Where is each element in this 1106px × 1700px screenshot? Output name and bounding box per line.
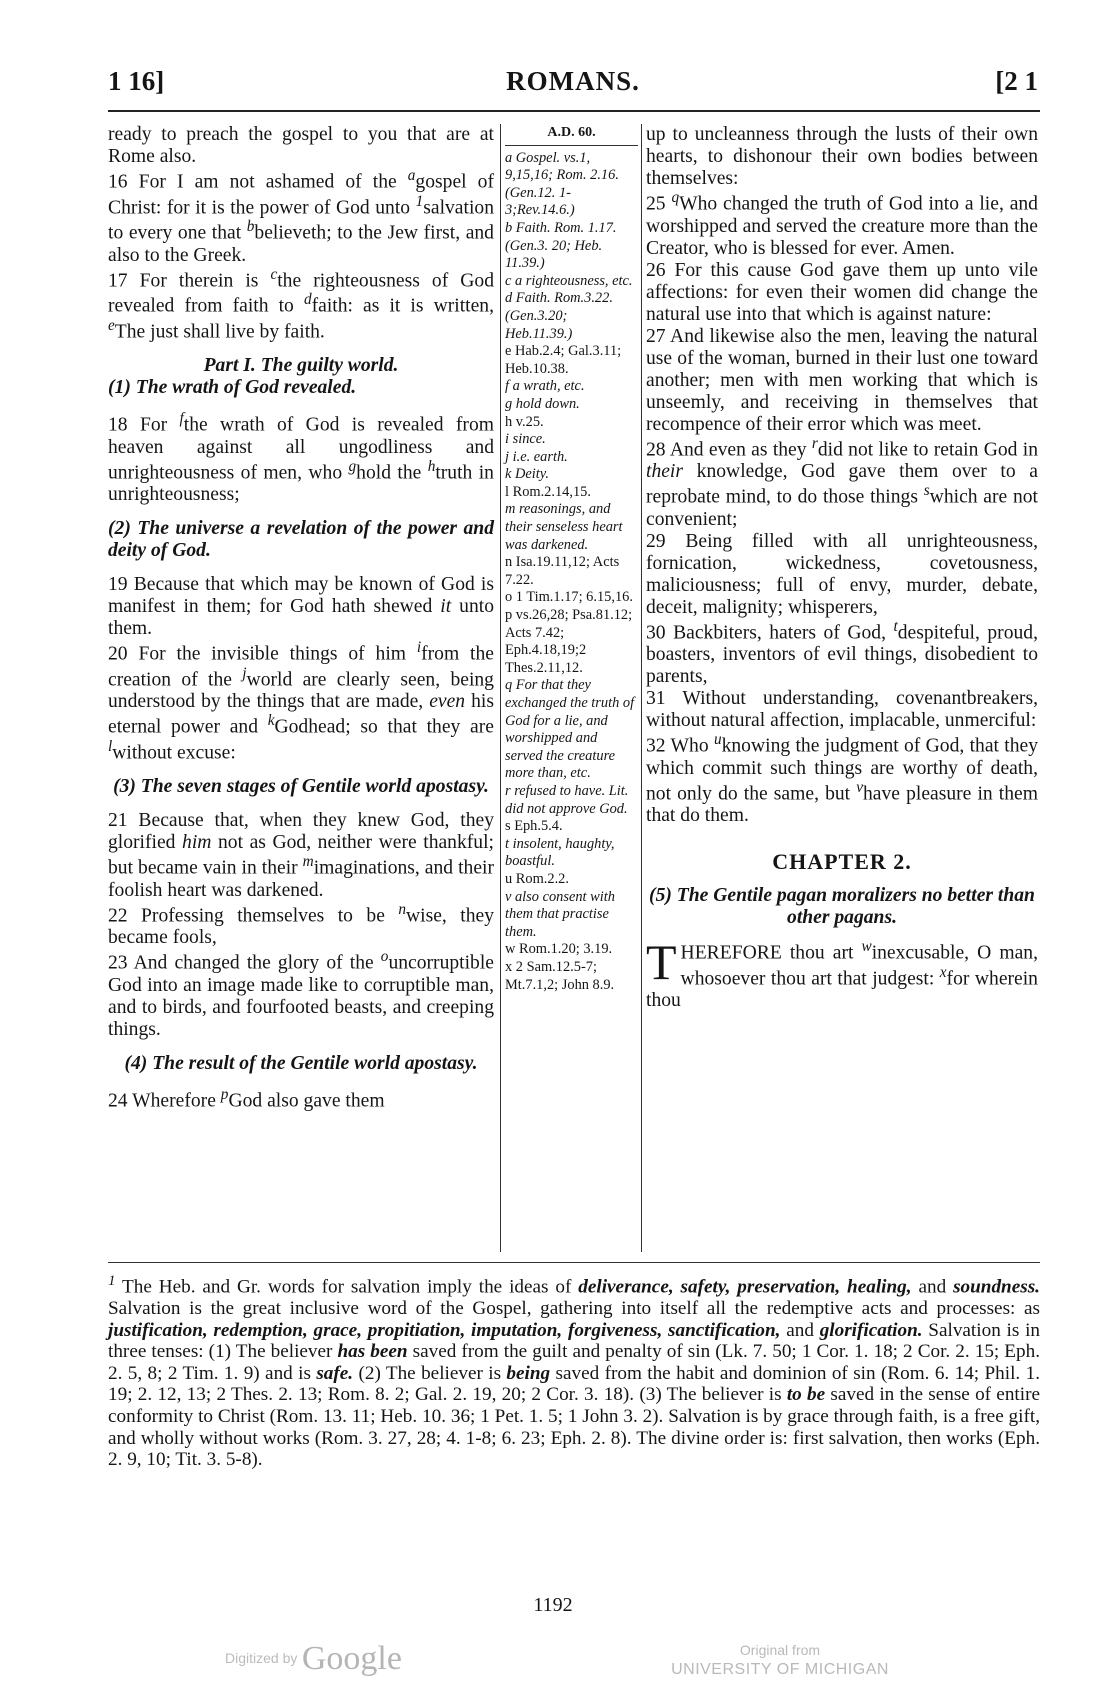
google-logo: Google [301, 1640, 402, 1677]
margin-note: h v.25. [505, 413, 544, 430]
verse-17: 17 For therein is $^c$the righteousness of God revealed from faith to $^d$faith: as it is written, $^e$The just shall live by faith. [108, 265, 494, 343]
margin-note: g hold down. [505, 395, 580, 412]
section-heading-4: (4) The result of the Gentile world apostasy. [124, 1052, 478, 1074]
section-heading-5: (5) The Gentile pagan moralizers no better than other pagans. [649, 885, 1035, 929]
verse-21: 21 Because that, when they knew God, they glorified him not as God, neither were thankful; but became vain in their $^m$imaginations, and their foolish heart was darkened. [108, 810, 494, 901]
section-heading-3: (3) The seven stages of Gentile world apostasy. [113, 776, 489, 798]
margin-note: j i.e. earth. [505, 448, 568, 465]
margin-note: a Gospel. vs.1, 9,15,16; Rom. 2.16. (Gen.12. 1-3;Rev.14.6.) [505, 149, 619, 219]
ref-mark: b [246, 218, 255, 236]
book-title: ROMANS. [506, 66, 640, 96]
margin-note: i since. [505, 431, 546, 448]
column-rule-right [641, 124, 642, 1252]
margin-note: e Hab.2.4; Gal.3.11; Heb.10.38. [505, 343, 622, 377]
margin-references [505, 124, 638, 994]
ref-mark: d [303, 291, 312, 309]
chapter-2-verse-1: THEREFORE thou art $^w$inexcusable, O man, whosoever thou art that judgest: $^x$for wherein thou [646, 934, 1038, 1012]
margin-note: d Faith. Rom.3.22. (Gen.3.20; Heb.11.39.) [505, 290, 613, 342]
ref-mark: c [270, 265, 278, 283]
margin-note: x 2 Sam.12.5-7; Mt.7.1,2; John 8.9. [505, 958, 615, 993]
ref-mark: x [939, 963, 947, 981]
drop-cap: T [646, 934, 677, 991]
ref-mark: a [407, 167, 416, 184]
original-from-label: Original from [739, 1642, 821, 1658]
ref-mark: l [108, 737, 113, 755]
ref-mark: o [380, 948, 389, 966]
margin-note: f a wrath, etc. [505, 378, 585, 395]
margin-note: k Deity. [505, 466, 549, 483]
margin-note: n Isa.19.11,12; Acts 7.22. [505, 554, 620, 588]
left-column [108, 124, 494, 1113]
verse-22: 22 Professing themselves to be $^n$wise, they became fools, [108, 900, 494, 949]
ref-mark: m [302, 853, 314, 871]
date-heading: A.D. 60. [505, 124, 638, 146]
ref-mark: h [427, 457, 436, 475]
section-heading-1: (1) The wrath of God revealed. [108, 377, 357, 399]
part-heading: Part I. The guilty world. [203, 355, 399, 377]
margin-note: t insolent, haughty, boastful. [505, 835, 615, 870]
margin-note: v also consent with them that practise them. [505, 888, 615, 940]
margin-note: p vs.26,28; Psa.81.12; Acts 7.42; Eph.4.18,19;2 Thes.2.11,12. [505, 607, 633, 676]
verse-30: 30 Backbiters, haters of God, $^t$despiteful, proud, boasters, inventors of evil things, disobedient to parents, [646, 617, 1038, 688]
chapter-heading: CHAPTER 2. [772, 849, 912, 875]
verse-27: 27 And likewise also the men, leaving the natural use of the woman, burned in their lust one toward another; men with men working that which is unseemly, and receiving in themselves that recompence of their error which was meet. [646, 325, 1038, 435]
margin-note: b Faith. Rom. 1.17. (Gen.3. 20; Heb. 11.39.) [505, 219, 617, 272]
margin-note: q For that they exchanged the truth of God for a lie, and worshipped and served the creature more than, etc. [505, 677, 635, 782]
ref-mark: p [220, 1085, 229, 1103]
ref-mark: u [713, 731, 722, 749]
verse-26: 26 For this cause God gave them up unto vile affections: for even their women did change the natural use into that which is against nature: [646, 259, 1038, 325]
ref-mark: f [179, 410, 184, 428]
margin-note: r refused to have. Lit. did not approve God. [505, 782, 629, 817]
footnote-rule [108, 1262, 1040, 1263]
ref-mark: v [856, 778, 863, 796]
ref-mark: w [861, 938, 872, 956]
margin-note: o 1 Tim.1.17; 6.15,16. [505, 589, 633, 606]
header-right: [2 1 [995, 66, 1038, 96]
ref-mark: g [348, 457, 357, 475]
verse-28: 28 And even as they $^r$did not like to retain God in their knowledge, God gave them over to a reprobate mind, to do those things $^s$which are not convenient; [646, 434, 1038, 530]
ref-mark: q [671, 189, 680, 206]
footnote-number: 1 [108, 1273, 116, 1289]
verse-18: 18 For $^f$the wrath of God is revealed from heaven against all ungodliness and unrighteousness of men, who $^g$hold the $^h$truth in unrighteousness; [108, 410, 494, 506]
ref-mark: n [398, 900, 406, 918]
margin-note: l Rom.2.14,15. [505, 483, 591, 500]
running-header [108, 66, 1038, 102]
margin-note: m reasonings, and their senseless heart was darkened. [505, 501, 623, 553]
margin-note: c a righteousness, etc. [505, 272, 633, 289]
footnote-mark: 1 [415, 192, 424, 210]
section-heading-2: (2) The universe a revelation of the power and deity of God. [108, 518, 494, 562]
verse-19: 19 Because that which may be known of God is manifest in them; for God hath shewed it unto them. [108, 574, 494, 640]
margin-notes-list [505, 150, 638, 995]
ref-mark: t [893, 617, 898, 635]
verse-25: 25 $^q$Who changed the truth of God into a lie, and worshipped and served the creature more than the Creator, who is blessed for ever. Amen. [646, 189, 1038, 259]
margin-note: s Eph.5.4. [505, 818, 563, 835]
footnote: $^1$ The Heb. and Gr. words for salvation imply the ideas of deliverance, safety, preservation, healing, and soundness. Salvation is the great inclusive word of the Gospel, gathering into itself all the redemptive acts and processes: as justification, redemption, grace, propitiation, imputation, forgiveness, sanctification, and glorification. Salvation is in three tenses: (1) The believer has been saved from the guilt and penalty of sin (Lk. 7. 50; 1 Cor. 1. 18; 2 Cor. 2. 15; Eph. 2. 5, 8; 2 Tim. 1. 9) and is safe. (2) The believer is being saved from the habit and dominion of sin (Rom. 6. 14; Phil. 1. 19; 2. 12, 13; 2 Thes. 2. 13; Rom. 8. 2; Gal. 2. 19, 20; 2 Cor. 3. 18). (3) The believer is to be saved in the sense of entire conformity to Christ (Rom. 13. 11; Heb. 10. 36; 1 Pet. 1. 5; 1 John 3. 2). Salvation is by grace through faith, is a free gift, and wholly without works (Rom. 3. 27, 28; 4. 1-8; 6. 23; Eph. 2. 8). The divine order is: first salvation, then works (Eph. 2. 9, 10; Tit. 3. 5-8). [108, 1273, 1041, 1471]
verse-23: 23 And changed the glory of the $^o$uncorruptible God into an image made like to corruptible man, and to birds, and fourfooted beasts, and creeping things. [108, 948, 494, 1040]
header-left: 1 16] [108, 66, 165, 96]
verse-31: 31 Without understanding, covenantbreakers, without natural affection, implacable, unmerciful: [646, 688, 1038, 732]
digitized-by-watermark [225, 1640, 402, 1678]
ref-mark: k [267, 712, 275, 730]
right-column [646, 124, 1038, 1012]
ref-mark: s [923, 482, 930, 500]
ref-mark: j [242, 664, 247, 682]
ref-mark: e [108, 316, 115, 334]
verse-29: 29 Being filled with all unrighteousness, fornication, wickedness, covetousness, maliciousness; full of envy, murder, debate, deceit, malignity; whisperers, [646, 530, 1038, 618]
page-number: 1192 [533, 1594, 573, 1616]
verse-24: 24 Wherefore $^p$God also gave them [108, 1085, 385, 1112]
margin-note: w Rom.1.20; 3.19. [505, 941, 613, 958]
ref-mark: i [416, 639, 422, 657]
column-rule-left [500, 124, 501, 1252]
original-from-watermark [660, 1640, 900, 1680]
digitized-by-label: Digitized by [225, 1650, 298, 1666]
margin-note: u Rom.2.2. [505, 870, 569, 887]
verse-16: 16 For I am not ashamed of the $^a$gospel of Christ: for it is the power of God unto $^1$salvation to every one that $^b$believeth; to the Jew first, and also to the Greek. [108, 167, 494, 266]
ref-mark: r [811, 434, 818, 452]
verse-15-end: ready to preach the gospel to you that are at Rome also. [108, 124, 494, 167]
verse-20: 20 For the invisible things of him $^i$from the creation of the $^j$world are clearly seen, being understood by the things that are made, even his eternal power and $^k$Godhead; so that they are $^l$without excuse: [108, 639, 494, 764]
header-rule [108, 110, 1040, 112]
library-name: UNIVERSITY OF MICHIGAN [671, 1661, 889, 1678]
verse-24-cont: up to uncleanness through the lusts of their own hearts, to dishonour their own bodies between themselves: [646, 124, 1038, 189]
verse-32: 32 Who $^u$knowing the judgment of God, that they which commit such things are worthy of death, not only do the same, but $^v$have pleasure in them that do them. [646, 731, 1039, 827]
